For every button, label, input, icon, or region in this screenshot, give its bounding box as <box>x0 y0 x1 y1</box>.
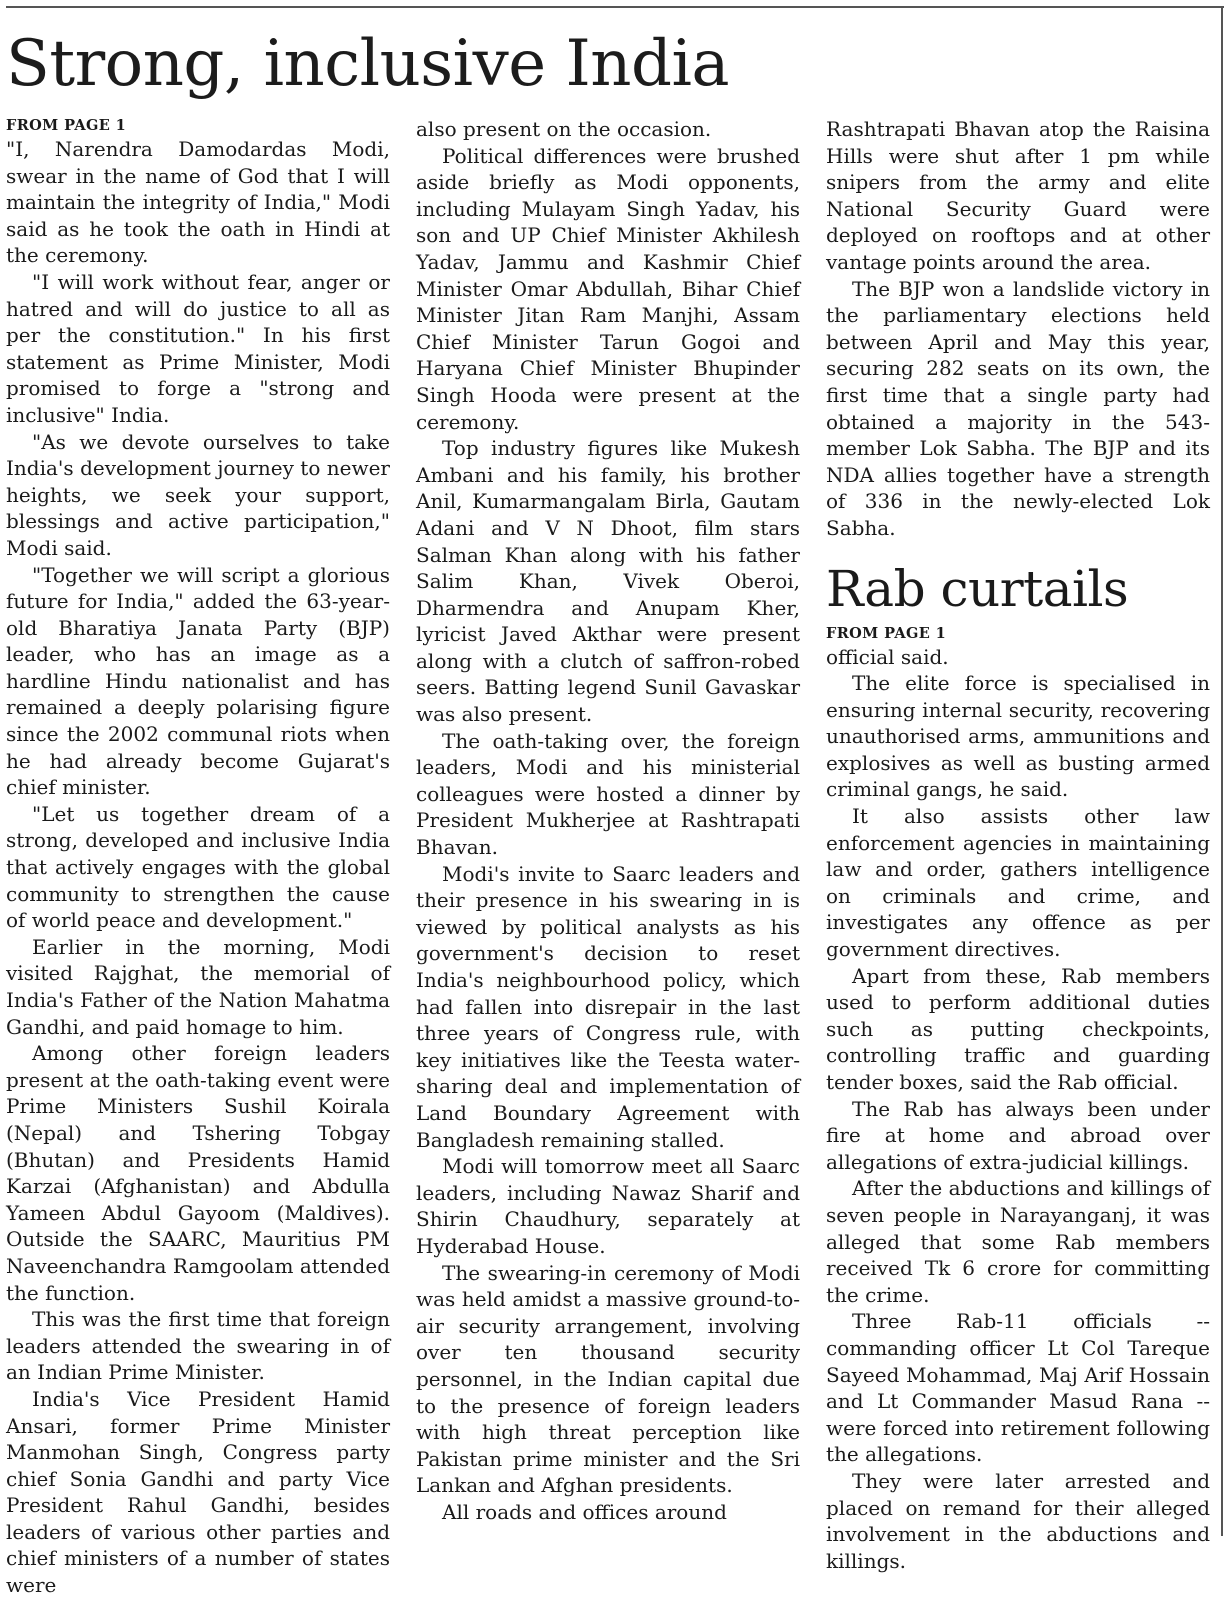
paragraph: This was the first time that foreign leaders attended the swearing in of an Indian Prime Minister. <box>6 1307 390 1385</box>
paragraph: They were later arrested and placed on remand for their alleged involvement in the abductions and killings. <box>826 1468 1210 1573</box>
paragraph: The elite force is specialised in ensuring internal security, recovering unauthorised arms, ammunitions and explosives as well as busting armed criminal gangs, he said. <box>826 671 1210 802</box>
paragraph: India's Vice President Hamid Ansari, former Prime Minister Manmohan Singh, Congress party chief Sonia Gandhi and party Vice President Rahul Gandhi, besides leaders of various other parties and chief ministers of a number of states were <box>6 1386 390 1598</box>
paragraph: Top industry figures like Mukesh Ambani and his family, his brother Anil, Kumarmangalam Birla, Gautam Adani and V N Dhoot, film stars Salman Khan along with his father Salim Khan, Vivek Oberoi, Dharmendra and Anupam Kher, lyricist Javed Akthar were present along with a clutch of saffron-robed seers. Batting legend Sunil Gavaskar was also present. <box>416 436 800 727</box>
second-article-headline: Rab curtails <box>826 559 1129 618</box>
paragraph: "I, Narendra Damodardas Modi, swear in the name of God that I will maintain the integrity of India," Modi said as he took the oath in Hindi at the ceremony. <box>6 137 390 268</box>
page-headline: Strong, inclusive India <box>6 27 730 101</box>
from-page-kicker: FROM PAGE 1 <box>826 624 947 642</box>
paragraph: official said. <box>826 644 949 669</box>
article-column-2 <box>416 116 800 1525</box>
article-column-3 <box>826 116 1210 1574</box>
paragraph: "Let us together dream of a strong, developed and inclusive India that actively engages with the global community to strengthen the cause of world peace and development." <box>6 801 390 933</box>
paragraph: After the abductions and killings of seven people in Narayanganj, it was alleged that some Rab members received Tk 6 crore for committing the crime. <box>826 1176 1210 1307</box>
paragraph: Among other foreign leaders present at the oath-taking event were Prime Ministers Sushil Koirala (Nepal) and Tshering Tobgay (Bhutan) and Presidents Hamid Karzai (Afghanistan) and Abdulla Yameen Abdul Gayoom (Maldives). Outside the SAARC, Mauritius PM Naveenchandra Ramgoolam attended the function. <box>6 1041 390 1305</box>
paragraph: "Together we will script a glorious future for India," added the 63-year-old Bharatiya Janata Party (BJP) leader, who has an image as a hardline Hindu nationalist and has remained a deeply polarising figure since the 2002 communal riots when he had already become Gujarat's chief minister. <box>6 562 390 800</box>
paragraph: "As we devote ourselves to take India's development journey to newer heights, we seek your support, blessings and active participation," Modi said. <box>6 429 390 560</box>
paragraph: The Rab has always been under fire at home and abroad over allegations of extra-judicial killings. <box>826 1096 1210 1174</box>
paragraph: Modi's invite to Saarc leaders and their presence in his swearing in is viewed by political analysts as his government's decision to reset India's neighbourhood policy, which had fallen into disrepair in the last three years of Congress rule, with key initiatives like the Teesta water-sharing deal and implementation of Land Boundary Agreement with Bangladesh remaining stalled. <box>416 861 800 1152</box>
paragraph: Political differences were brushed aside briefly as Modi opponents, including Mulayam Singh Yadav, his son and UP Chief Minister Akhilesh Yadav, Jammu and Kashmir Chief Minister Omar Abdullah, Bihar Chief Minister Jitan Ram Manjhi, Assam Chief Minister Tarun Gogoi and Haryana Chief Minister Bhupinder Singh Hooda were present at the ceremony. <box>416 143 800 434</box>
from-page-kicker: FROM PAGE 1 <box>6 117 127 134</box>
paragraph: Modi will tomorrow meet all Saarc leaders, including Nawaz Sharif and Shirin Chaudhury, separately at Hyderabad House. <box>416 1154 800 1258</box>
paragraph: The swearing-in ceremony of Modi was held amidst a massive ground-to-air security arrangement, involving over ten thousand security personnel, in the Indian capital due to the presence of foreign leaders with high threat perception like Pakistan prime minister and the Sri Lankan and Afghan presidents. <box>416 1260 800 1498</box>
paragraph: The BJP won a landslide victory in the parliamentary elections held between April and May this year, securing 282 seats on its own, the first time that a single party had obtained a majority in the 543-member Lok Sabha. The BJP and its NDA allies together have a strength of 336 in the newly-elected Lok Sabha. <box>826 276 1210 540</box>
paragraph: Rashtrapati Bhavan atop the Raisina Hills were shut after 1 pm while snipers from the army and elite National Security Guard were deployed on rooftops and at other vantage points around the area. <box>826 117 1210 274</box>
paragraph: Three Rab-11 officials -- commanding officer Lt Col Tareque Sayeed Mohammad, Maj Arif Hossain and Lt Commander Masud Rana -- were forced into retirement following the allegations. <box>826 1309 1210 1467</box>
paragraph: also present on the occasion. <box>416 117 712 141</box>
paragraph: All roads and offices around <box>442 1499 727 1524</box>
article-column-1 <box>6 116 390 1599</box>
right-rule <box>1221 6 1223 1536</box>
paragraph: Apart from these, Rab members used to perform additional duties such as putting checkpoints, controlling traffic and guarding tender boxes, said the Rab official. <box>826 963 1210 1094</box>
paragraph: "I will work without fear, anger or hatred and will do justice to all as per the constitution." In his first statement as Prime Minister, Modi promised to forge a "strong and inclusive" India. <box>6 269 390 427</box>
paragraph: The oath-taking over, the foreign leaders, Modi and his ministerial colleagues were hosted a dinner by President Mukherjee at Rashtrapati Bhavan. <box>416 728 800 860</box>
paragraph: Earlier in the morning, Modi visited Rajghat, the memorial of India's Father of the Nation Mahatma Gandhi, and paid homage to him. <box>6 934 390 1039</box>
top-rule <box>6 6 1224 8</box>
paragraph: It also assists other law enforcement agencies in maintaining law and order, gathers intelligence on criminals and crime, and investigates any offence as per government directives. <box>826 804 1210 962</box>
